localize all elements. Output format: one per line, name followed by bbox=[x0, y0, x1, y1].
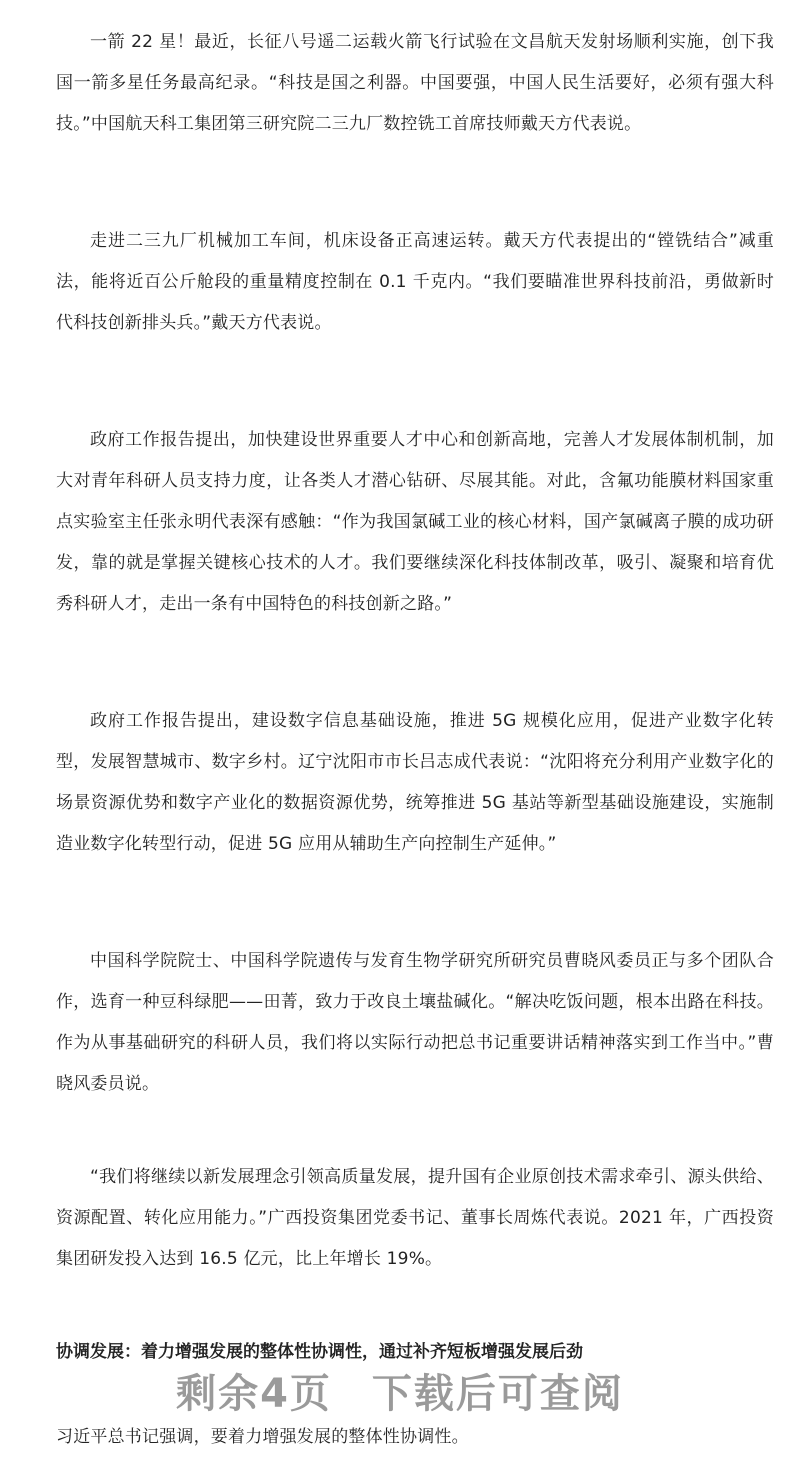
paragraph-gap bbox=[56, 1280, 774, 1332]
article-body bbox=[56, 22, 774, 1458]
paragraph-gap bbox=[56, 145, 774, 221]
paragraph-5: 中国科学院院士、中国科学院遗传与发育生物学研究所研究员曹晓风委员正与多个团队合作，选育一种豆科绿肥——田菁，致力于改良土壤盐碱化。“解决吃饭问题，根本出路在科技。作为从事基础研究的科研人员，我们将以实际行动把总书记重要讲话精神落实到工作当中。”曹晓风委员说。 bbox=[56, 951, 774, 1094]
paragraph-7: 习近平总书记强调，要着力增强发展的整体性协调性。 bbox=[56, 1427, 469, 1447]
remaining-pages-label[interactable]: 剩余4页 bbox=[176, 1371, 332, 1417]
section-heading: 协调发展：着力增强发展的整体性协调性，通过补齐短板增强发展后劲 bbox=[56, 1342, 583, 1362]
paragraph-4: 政府工作报告提出，建设数字信息基础设施，推进 5G 规模化应用，促进产业数字化转型，发展智慧城市、数字乡村。辽宁沈阳市市长吕志成代表说：“沈阳将充分利用产业数字化的场景资源优势和数字产业化的数据资源优势，统筹推进 5G 基站等新型基础设施建设，实施制造业数字化转型行动，促进 5G 应用从辅助生产向控制生产延伸。” bbox=[56, 711, 774, 854]
paragraph-gap bbox=[56, 625, 774, 701]
download-banner[interactable] bbox=[0, 1362, 800, 1419]
paragraph-gap bbox=[56, 1105, 774, 1157]
paragraph-2: 走进二三九厂机械加工车间，机床设备正高速运转。戴天方代表提出的“镗铣结合”减重法，能将近百公斤舱段的重量精度控制在 0.1 千克内。“我们要瞄准世界科技前沿，勇做新时代科技创新排头兵。”戴天方代表说。 bbox=[56, 231, 774, 333]
download-to-view-label[interactable]: 下载后可查阅 bbox=[371, 1371, 624, 1417]
paragraph-gap bbox=[56, 344, 774, 420]
paragraph-3: 政府工作报告提出，加快建设世界重要人才中心和创新高地，完善人才发展体制机制，加大对青年科研人员支持力度，让各类人才潜心钻研、尽展其能。对此，含氟功能膜材料国家重点实验室主任张永明代表深有感触：“作为我国氯碱工业的核心材料，国产氯碱离子膜的成功研发，靠的就是掌握关键核心技术的人才。我们要继续深化科技体制改革，吸引、凝聚和培育优秀科研人才，走出一条有中国特色的科技创新之路。” bbox=[56, 430, 774, 614]
paragraph-6: “我们将继续以新发展理念引领高质量发展，提升国有企业原创技术需求牵引、源头供给、资源配置、转化应用能力。”广西投资集团党委书记、董事长周炼代表说。2021 年，广西投资集团研发投入达到 16.5 亿元，比上年增长 19%。 bbox=[56, 1167, 774, 1269]
paragraph-gap bbox=[56, 865, 774, 941]
paragraph-1: 一箭 22 星！最近，长征八号遥二运载火箭飞行试验在文昌航天发射场顺利实施，创下我国一箭多星任务最高纪录。“科技是国之利器。中国要强，中国人民生活要好，必须有强大科技。”中国航天科工集团第三研究院二三九厂数控铣工首席技师戴天方代表说。 bbox=[56, 32, 774, 134]
